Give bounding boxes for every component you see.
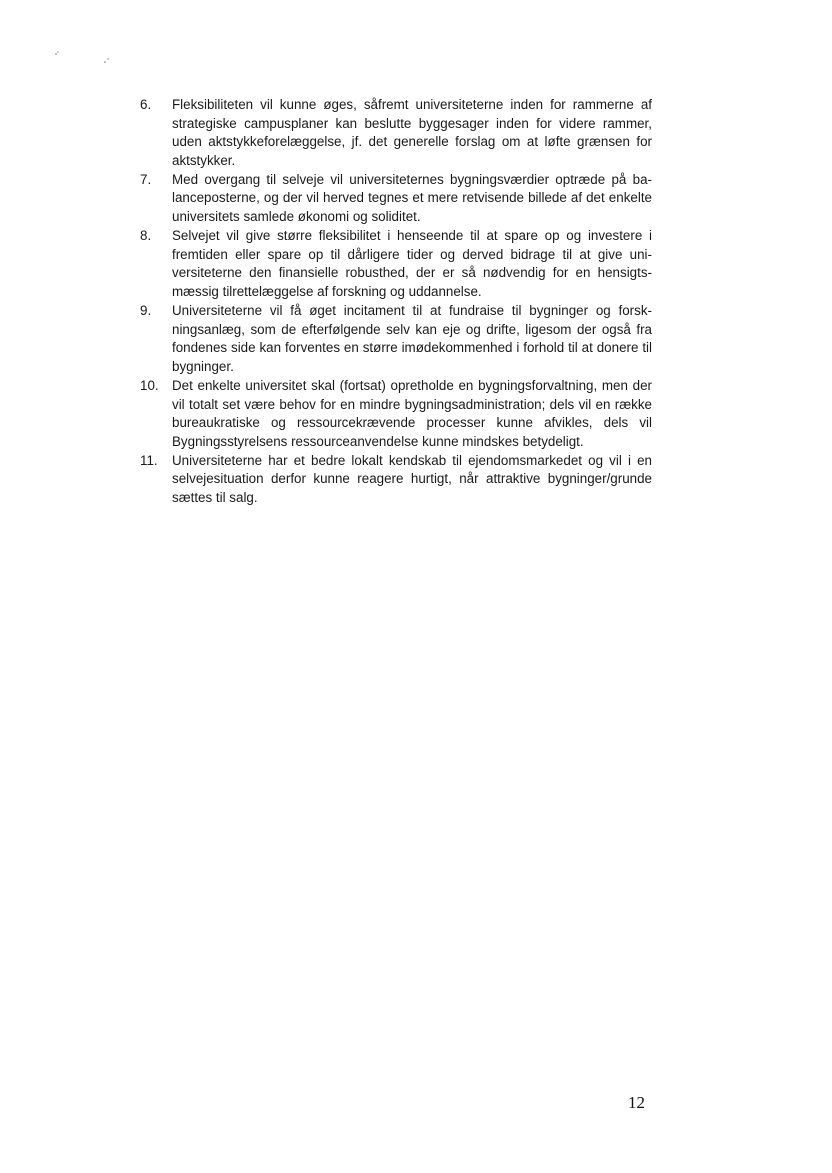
list-item-text: Med overgang til selveje vil universiteternes bygningsværdier optræde på balanceposterne, og der vil herved tegnes et mere retvisende billede af det enkelte universitets samlede økonomi og soliditet. <box>172 171 652 225</box>
list-item <box>140 227 652 301</box>
page-number: 12 <box>628 1093 645 1112</box>
list-item-number: 9. <box>140 303 152 319</box>
list-item <box>140 452 652 508</box>
list-item <box>140 302 652 376</box>
list-item-number: 10. <box>140 377 159 393</box>
list-item <box>140 377 652 451</box>
list-item-text: Fleksibiliteten vil kunne øges, såfremt universiteterne inden for rammerne af strategiske campusplaner kan beslutte byggesager inden for videre rammer, uden aktstykkeforelæggelse, jf. det generelle forslag om at løfte grænsen for aktstykker. <box>172 97 652 168</box>
list-item-number: 8. <box>140 228 152 244</box>
list-item-text: Det enkelte universitet skal (fortsat) opretholde en bygningsforvaltning, men der vil totalt set være behov for en mindre bygningsadministration; dels vil en række bureaukratiske og ressourcekrævende processer kunne afvikles, dels vil Bygningsstyrelsens ressourceanvendelse kunne mindskes betydeligt. <box>172 377 652 449</box>
scan-specks <box>48 44 128 68</box>
numbered-list <box>140 96 652 508</box>
list-item-number: 6. <box>140 97 152 112</box>
list-item-text: Universiteterne vil få øget incitament til at fundraise til bygninger og forskningsanlæg, som de efterfølgende selv kan eje og drifte, ligesom der også fra fondenes side kan forventes en større imødekommenhed i forhold til at donere til bygninger. <box>172 303 652 374</box>
list-item <box>140 171 652 227</box>
list-item-text: Selvejet vil give større fleksibilitet i henseende til at spare op og investere i fremtiden eller spare op til dårligere tider og derved bidrage til at give universiteterne den finansielle robusthed, der er så nødvendig for en hensigtsmæssig tilrettelæggelse af forskning og uddannelse. <box>172 228 652 299</box>
list-item-number: 7. <box>140 171 152 187</box>
list-item-number: 11. <box>140 452 158 468</box>
list-item-text: Universiteterne har et bedre lokalt kendskab til ejendomsmarkedet og vil i en selvejesituation derfor kunne reagere hurtigt, når attraktive bygninger/grunde sættes til salg. <box>172 452 652 505</box>
list-item <box>140 96 652 170</box>
